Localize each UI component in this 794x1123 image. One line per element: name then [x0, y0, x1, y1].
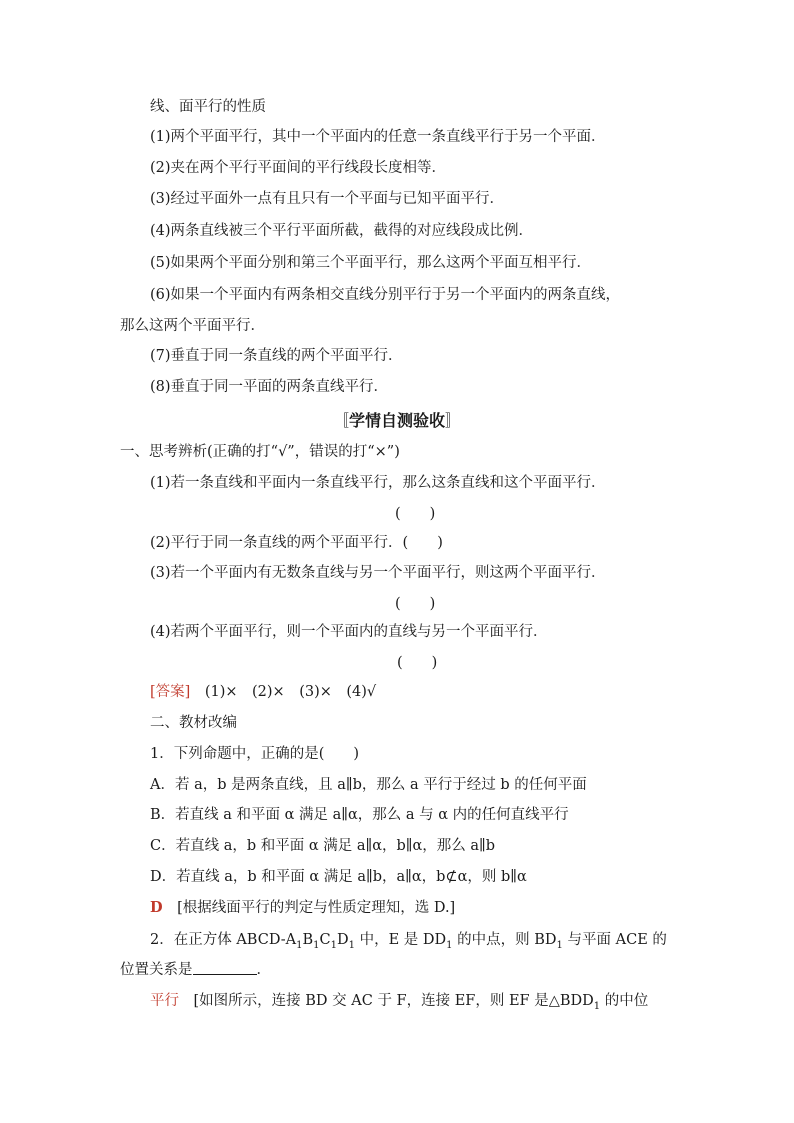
part1-q1: (1)若一条直线和平面内一条直线平行，那么这条直线和这个平面平行．: [150, 475, 606, 491]
answer-text: (1)× (2)× (3)× (4)√: [190, 684, 377, 700]
q2-text-5: 中，E 是 DD: [355, 932, 447, 948]
q1-answer-letter: D: [150, 899, 163, 916]
property-item-6: (6)如果一个平面内有两条相交直线分别平行于另一个平面内的两条直线，: [150, 287, 621, 303]
q2-text-1: 2．在正方体 ABCD-A: [150, 932, 297, 948]
q2-text-6: 的中点，则 BD: [452, 932, 557, 948]
q2-sub-3: 1: [330, 939, 337, 951]
property-item-2: (2)夹在两个平行平面间的平行线段长度相等．: [150, 160, 447, 176]
part1-title: 一、思考辨析(正确的打“√”，错误的打“×”): [120, 444, 400, 460]
part2-q2-answer: [150, 991, 710, 1017]
q2-sub-4: 1: [348, 939, 355, 951]
property-item-1: (1)两个平面平行，其中一个平面内的任意一条直线平行于另一个平面．: [150, 129, 606, 145]
q2-line2-text: 位置关系是: [120, 962, 193, 978]
q2-sub-2: 1: [313, 939, 320, 951]
q2-sub-6: 1: [556, 939, 563, 951]
banner-title: 学情自测验收: [348, 411, 445, 430]
q2-answer-text-b: 的中位: [600, 993, 649, 1009]
q1-answer-text: [根据线面平行的判定与性质定理知，选 D.]: [162, 900, 456, 916]
q2-text-4: D: [336, 932, 349, 948]
part2-q2-line2: [120, 960, 680, 980]
q2-line2-end: ．: [256, 962, 271, 978]
property-item-4: (4)两条直线被三个平行平面所截，截得的对应线段成比例．: [150, 223, 534, 239]
part1-q3-paren: ( ): [395, 596, 436, 612]
q2-answer-text-a: [如图所示，连接 BD 交 AC 于 F，连接 EF，则 EF 是△BDD: [179, 993, 594, 1009]
part2-option-a: A．若 a，b 是两条直线，且 a∥b，那么 a 平行于经过 b 的任何平面: [150, 777, 587, 793]
properties-heading: 线、面平行的性质: [150, 99, 266, 115]
q2-answer-word: 平行: [150, 993, 179, 1009]
part1-q3: (3)若一个平面内有无数条直线与另一个平面平行，则这两个平面平行．: [150, 565, 606, 581]
part1-answer: [150, 682, 710, 702]
q2-answer-sub: 1: [593, 1000, 601, 1012]
q2-sub-5: 1: [446, 939, 453, 951]
part2-option-b: B．若直线 a 和平面 α 满足 a∥α，那么 a 与 α 内的任何直线平行: [150, 807, 569, 823]
q2-text-7: 与平面 ACE 的: [562, 932, 667, 948]
q2-answer-blank[interactable]: [193, 960, 257, 975]
q2-text-3: C: [319, 932, 331, 948]
q2-text-2: B: [302, 932, 314, 948]
part1-q1-paren: ( ): [395, 506, 436, 522]
part2-option-d: D．若直线 a，b 和平面 α 满足 a∥b，a∥α，b⊄α，则 b∥α: [150, 869, 527, 885]
part2-q1-answer: [150, 898, 710, 918]
q2-sub-1: 1: [296, 939, 303, 951]
section-banner: [0, 410, 794, 432]
part2-title: 二、教材改编: [150, 715, 237, 731]
property-item-5: (5)如果两个平面分别和第三个平面平行，那么这两个平面互相平行．: [150, 255, 592, 271]
part1-q4: (4)若两个平面平行，则一个平面内的直线与另一个平面平行．: [150, 624, 548, 640]
part2-q1-stem: 1．下列命题中，正确的是( ): [150, 746, 360, 762]
part1-q4-paren: ( ): [397, 655, 438, 671]
banner-left-bracket: 〚: [332, 411, 349, 430]
part2-option-c: C．若直线 a，b 和平面 α 满足 a∥α，b∥α，那么 a∥b: [150, 838, 495, 854]
property-item-7: (7)垂直于同一条直线的两个平面平行．: [150, 348, 403, 364]
property-item-6-cont: 那么这两个平面平行．: [120, 318, 265, 334]
answer-label: [答案]: [150, 684, 191, 700]
property-item-3: (3)经过平面外一点有且只有一个平面与已知平面平行．: [150, 191, 505, 207]
banner-right-bracket: 〛: [445, 411, 462, 430]
part2-q2-stem: [150, 930, 710, 956]
part1-q2: (2)平行于同一条直线的两个平面平行．( ): [150, 535, 443, 551]
property-item-8: (8)垂直于同一平面的两条直线平行．: [150, 379, 389, 395]
